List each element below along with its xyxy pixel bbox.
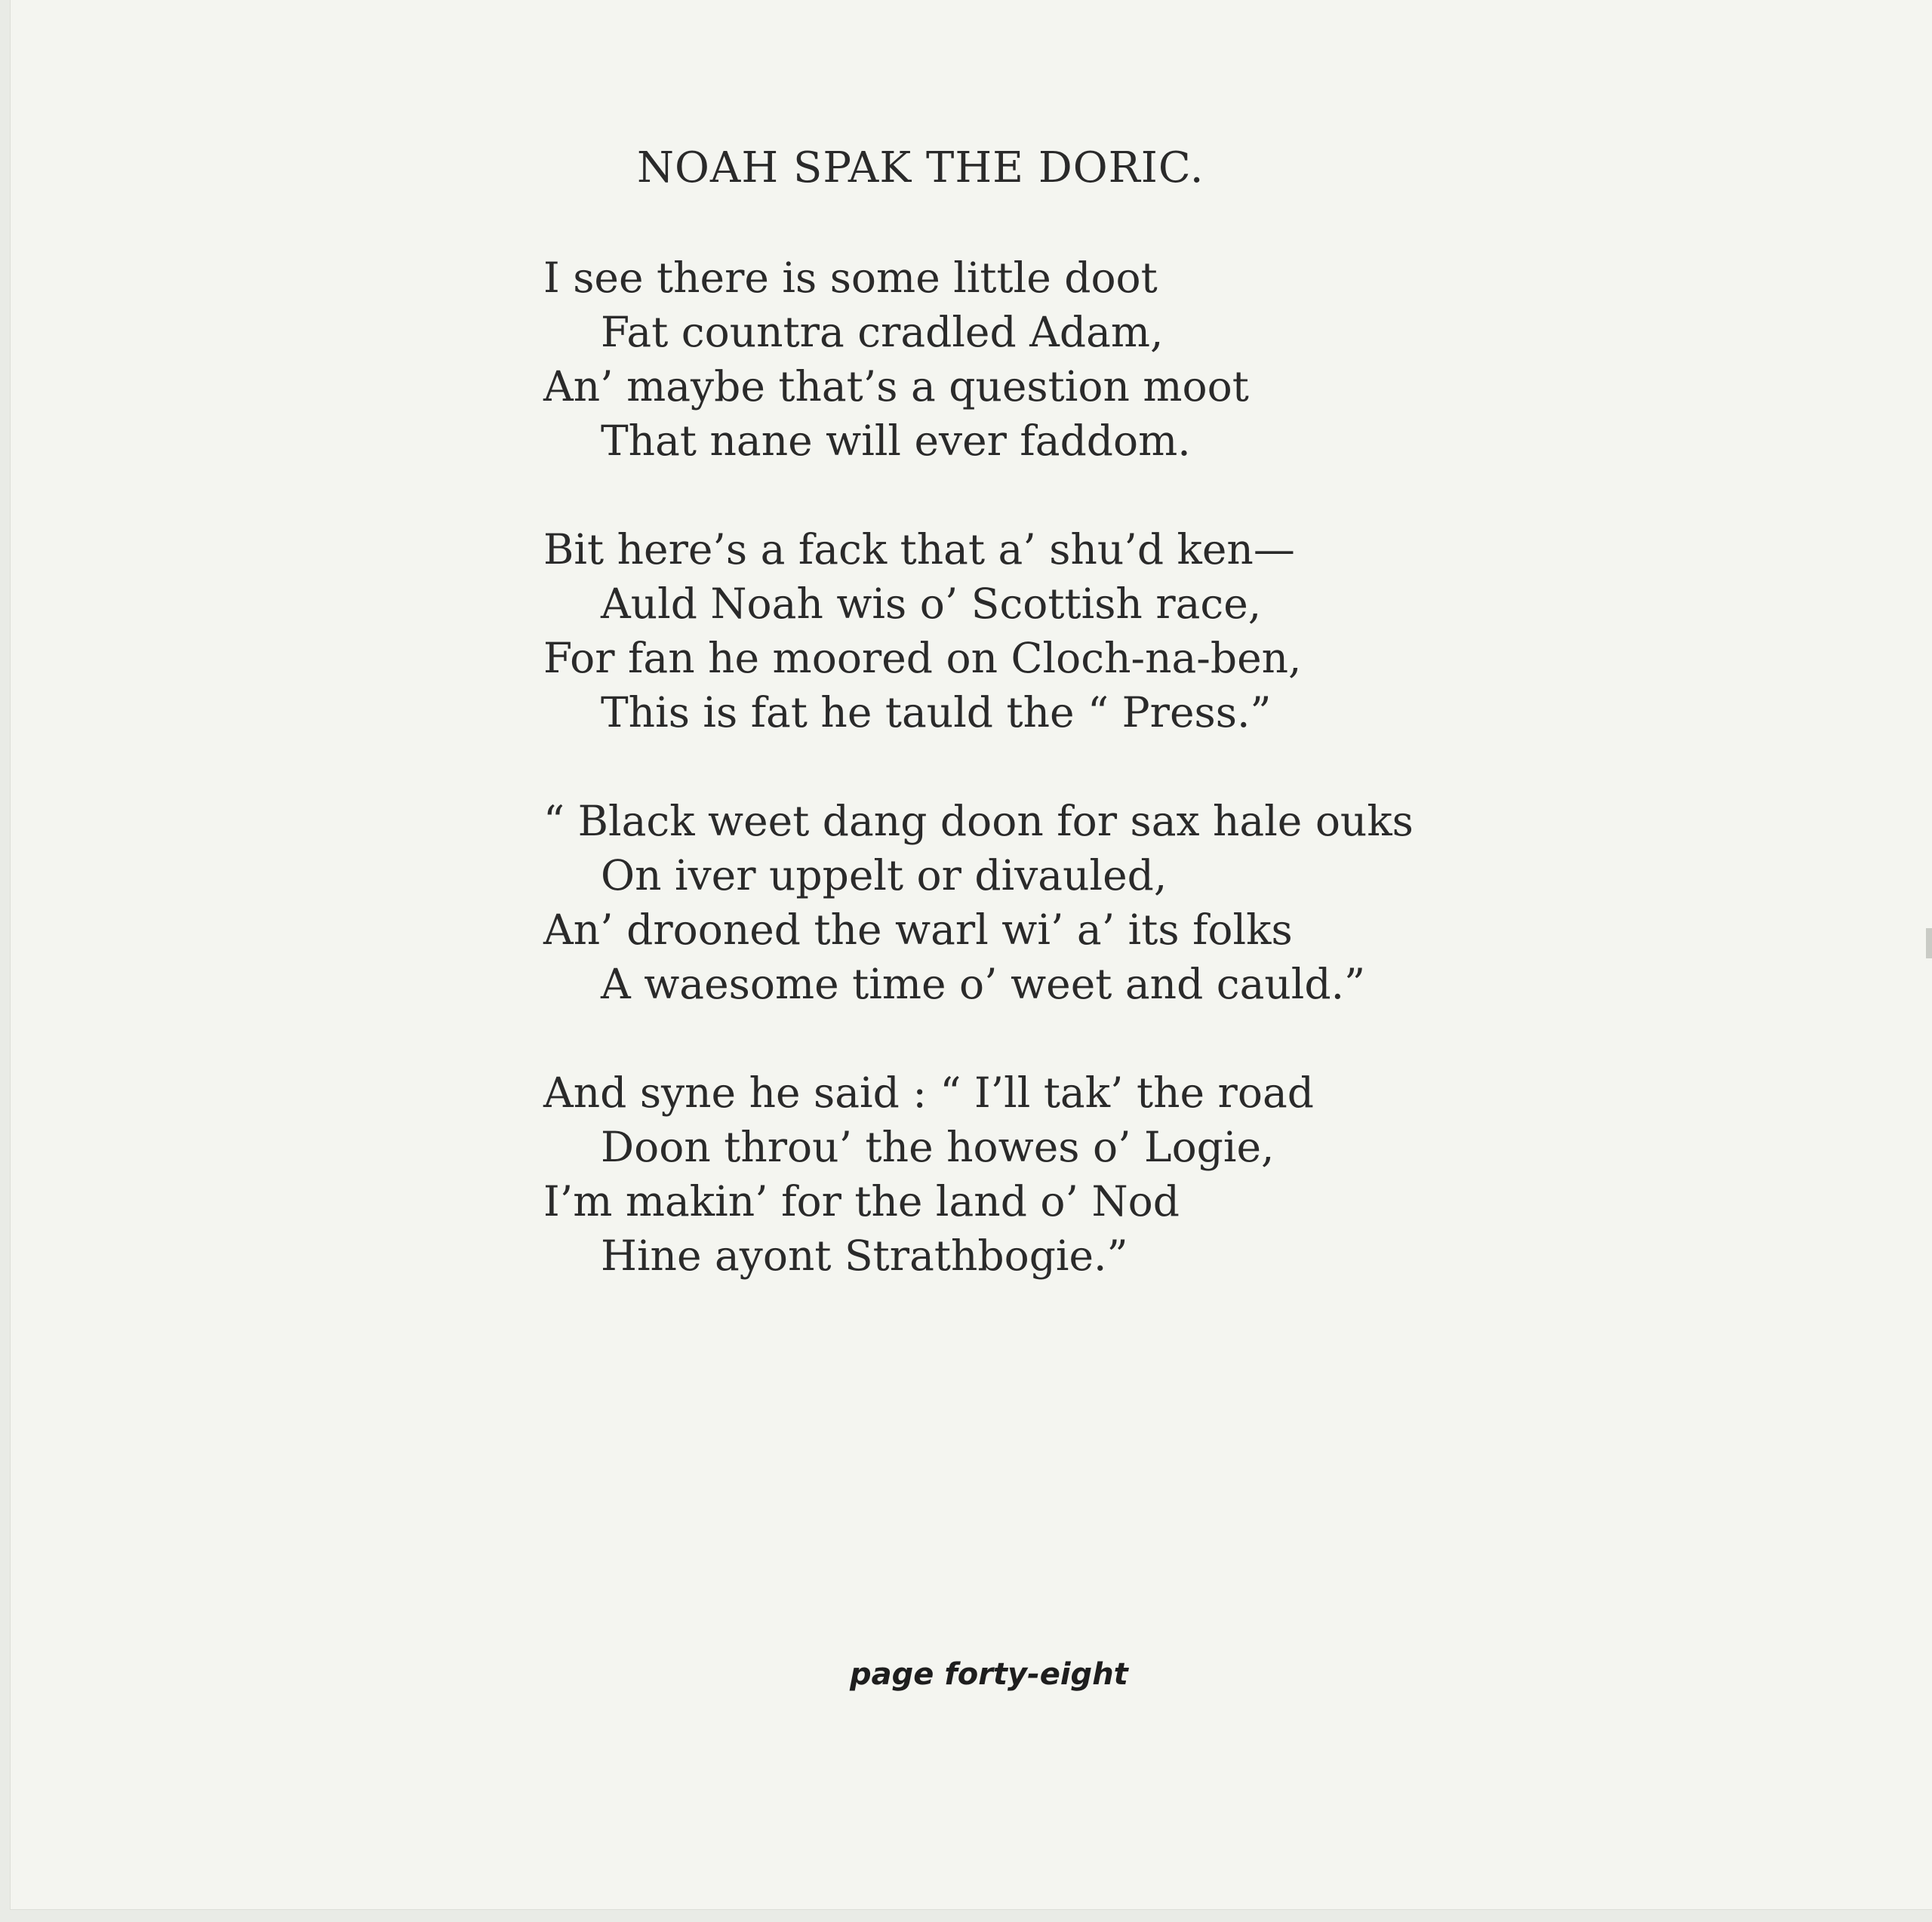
- poem-line: “ Black weet dang doon for sax hale ouks: [543, 797, 1414, 845]
- show-through-text: [418, 1283, 1294, 1622]
- poem-line: Hine ayont Strathbogie.”: [601, 1232, 1128, 1280]
- poem-line: I see there is some little doot: [543, 254, 1158, 302]
- poem-line: Auld Noah wis o’ Scottish race,: [601, 580, 1262, 628]
- page-number: page forty-eight: [850, 1657, 1128, 1692]
- stanza-4: [543, 1066, 1314, 1283]
- poem-line: On iver uppelt or divauled,: [601, 851, 1168, 899]
- poem-line: Doon throu’ the howes o’ Logie,: [601, 1123, 1275, 1171]
- book-page: [11, 0, 1932, 1909]
- poem-line: That nane will ever faddom.: [601, 417, 1191, 465]
- poem-line: A waesome time o’ weet and cauld.”: [601, 960, 1366, 1008]
- poem-line: An’ drooned the warl wi’ a’ its folks: [543, 906, 1293, 954]
- poem-line: And syne he said : “ I’ll tak’ the road: [543, 1069, 1314, 1117]
- poem-line: For fan he moored on Cloch-na-ben,: [543, 634, 1302, 682]
- poem-line: I’m makin’ for the land o’ Nod: [543, 1177, 1180, 1225]
- poem-line: This is fat he tauld the “ Press.”: [601, 688, 1272, 737]
- stanza-3: [543, 794, 1414, 1011]
- poem-title: NOAH SPAK THE DORIC.: [637, 143, 1204, 192]
- stanza-1: [543, 251, 1249, 468]
- poem-line: An’ maybe that’s a question moot: [543, 362, 1249, 411]
- poem-line: Bit here’s a fack that a’ shu’d ken—: [543, 525, 1295, 574]
- stanza-2: [543, 522, 1302, 740]
- poem-line: Fat countra cradled Adam,: [601, 308, 1164, 356]
- page-edge-mark: [1926, 928, 1932, 958]
